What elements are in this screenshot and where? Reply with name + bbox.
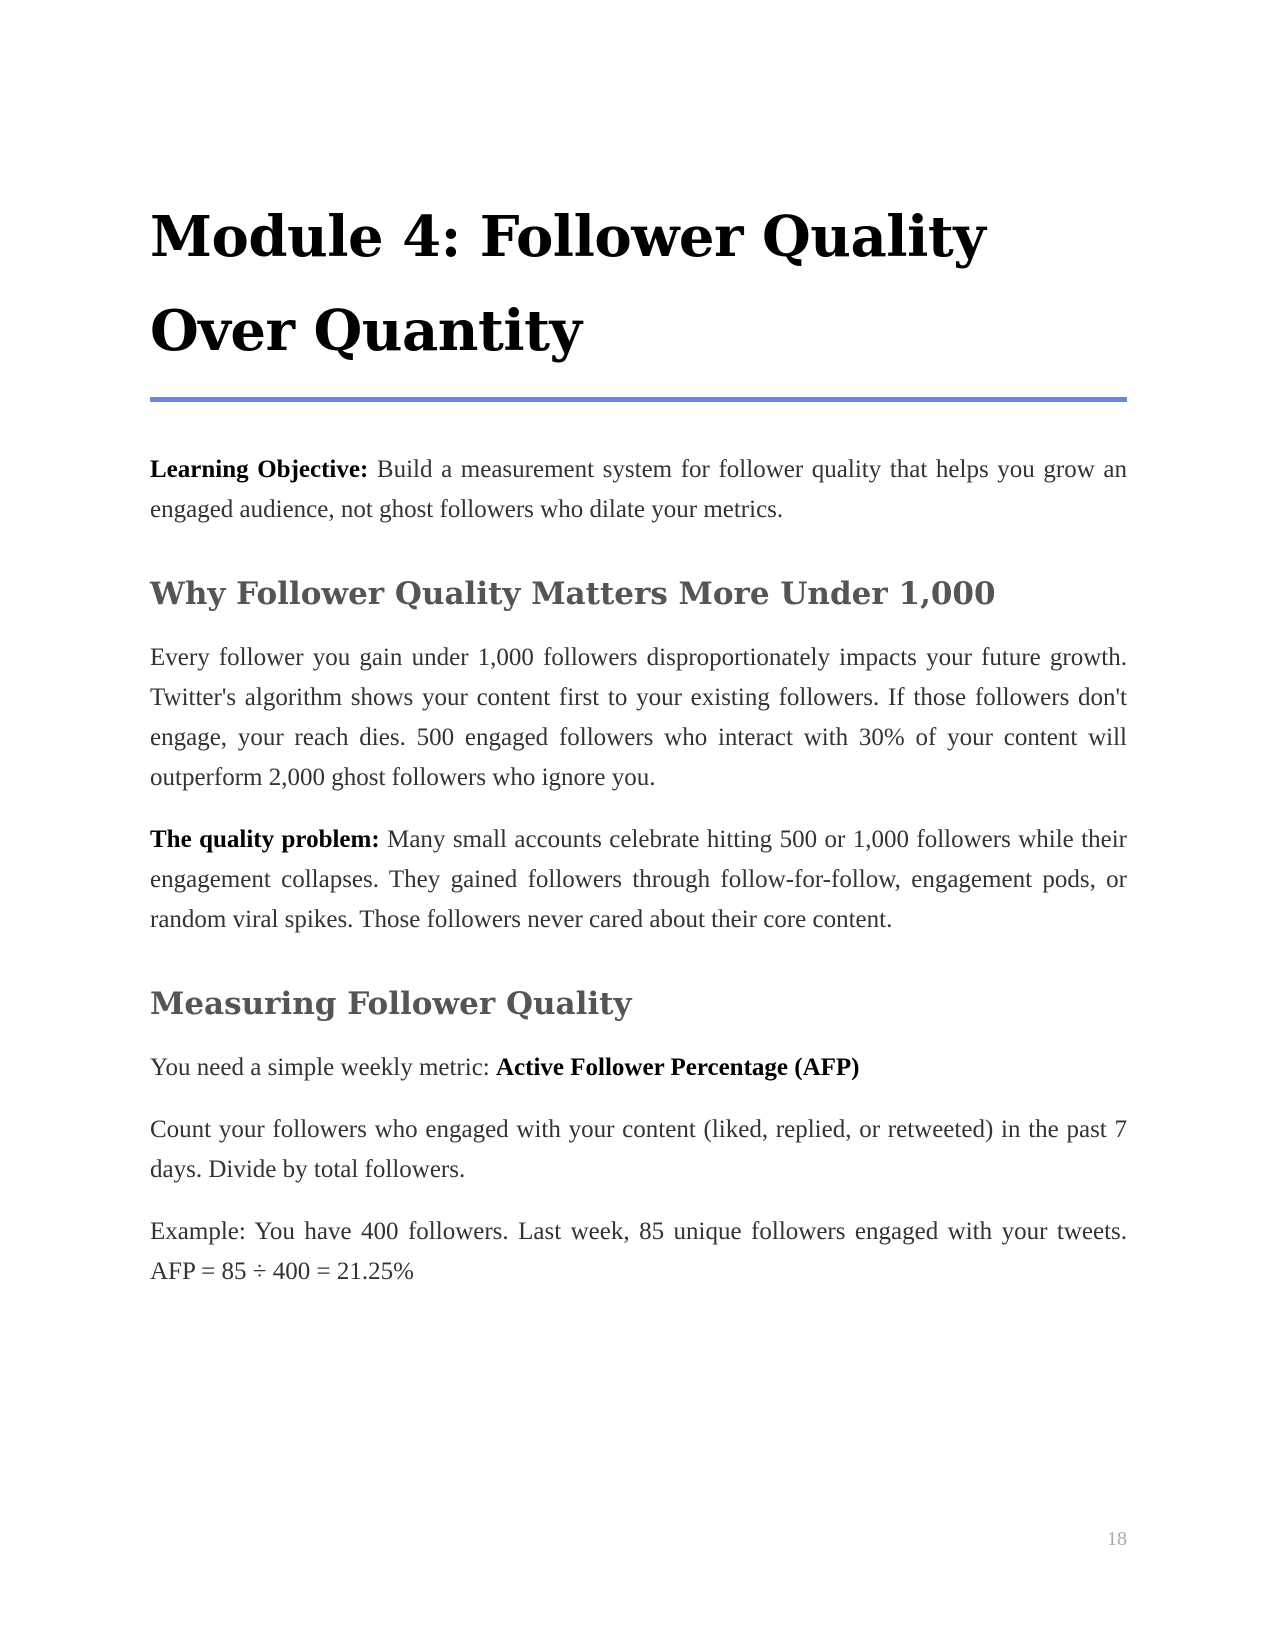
weekly-metric-text: You need a simple weekly metric: [150,1054,496,1081]
quality-problem-text: Many small accounts celebrate hitting 500 or 1,000 followers while their engagement collapses. They gained followers through follow-for-follow, engagement pods, or random viral spikes. Those followers never cared about their core content. [150,826,1127,933]
title-divider [150,397,1127,402]
page-title [150,190,1127,378]
quality-problem-label: The quality problem: [150,826,380,853]
learning-objective-text: Build a measurement system for follower quality that helps you grow an engaged audience, not ghost followers who dilate your metrics. [150,456,1127,523]
paragraph-count-followers: Count your followers who engaged with your content (liked, replied, or retweeted) in the past 7 days. Divide by total followers. [150,1116,1127,1183]
afp-term: Active Follower Percentage (AFP) [496,1054,860,1081]
paragraph-quality-problem [150,820,1127,940]
learning-objective [150,450,1127,530]
page-title-line-1: Module 4: Follower Quality [150,204,986,270]
document-page [150,0,1127,1650]
section-heading-measuring-quality: Measuring Follower Quality [150,986,632,1022]
learning-objective-label: Learning Objective: [150,456,369,483]
section-heading-why-quality: Why Follower Quality Matters More Under 1,000 [150,576,996,612]
paragraph-weekly-metric [150,1048,1127,1088]
page-title-line-2: Over Quantity [150,298,582,364]
document-body [150,450,1127,1292]
paragraph-follower-impact: Every follower you gain under 1,000 followers disproportionately impacts your future growth. Twitter's algorithm shows your content first to your existing followers. If those followers don't engage, your reach dies. 500 engaged followers who interact with 30% of your content will outperform 2,000 ghost followers who ignore you. [150,644,1127,791]
page-number: 18 [1107,1528,1127,1550]
paragraph-afp-example: Example: You have 400 followers. Last week, 85 unique followers engaged with your tweets. AFP = 85 ÷ 400 = 21.25% [150,1218,1127,1285]
